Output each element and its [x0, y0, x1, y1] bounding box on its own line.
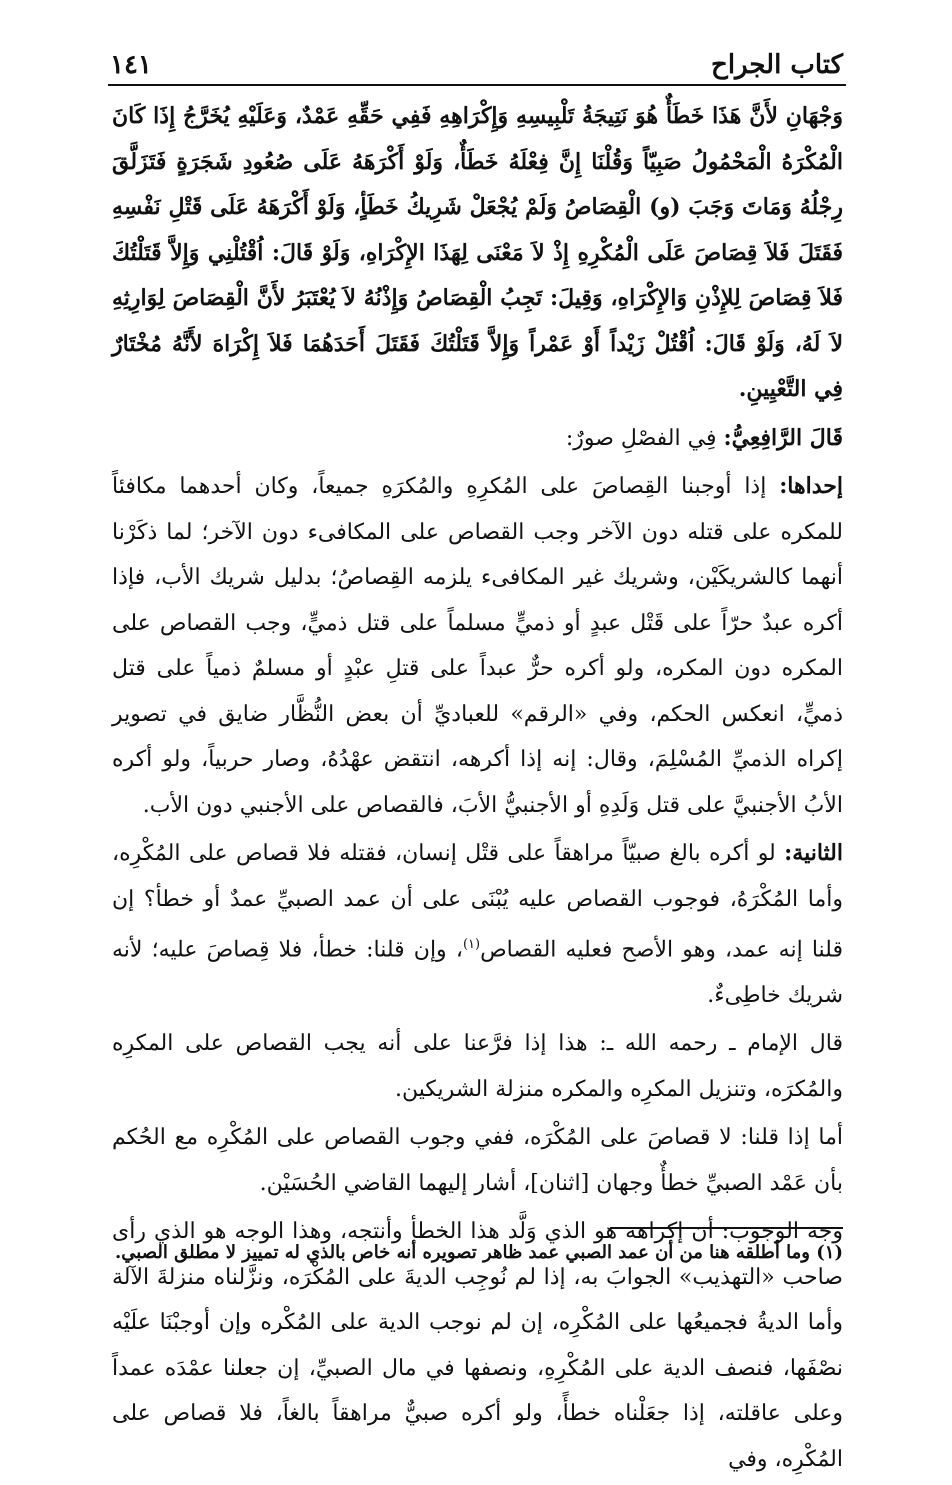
first-case-paragraph	[112, 464, 843, 828]
commentary-intro-text: فِي الفصْلِ صورٌ:	[565, 425, 717, 451]
page-number: ١٤١	[110, 50, 152, 80]
footnote-text: وما أطلقه هنا من أن عمد الصبي عمد ظاهر تصويره أنه خاص بالذي له تمييز لا مطلق الصبي.	[115, 1242, 810, 1263]
no-retaliation-paragraph: أما إذا قلنا: لا قصاصَ على المُكْرَه، ففي وجوب القصاص على المُكْرِه مع الحُكم بأن عَمْد الصبيِّ خطأٌ وجهان [اثنان]، أشار إليهما القاضي الحُسَيْن.	[112, 1125, 843, 1196]
imam-paragraph: قال الإمام ـ رحمه الله ـ: هذا إذا فرَّعنا على أنه يجب القصاص على المكرِه والمُكرَه، وتنزيل المكرِه والمكره منزلة الشريكين.	[112, 1031, 843, 1102]
second-case-text-end: ، وإن قلنا: خطأ، فلا قِصاصَ عليه؛ لأنه شريك خاطِىءٌ.	[112, 937, 843, 1008]
second-case-paragraph	[112, 831, 843, 1018]
footnote-divider	[610, 1227, 843, 1229]
footnote-marker: (١)	[816, 1242, 843, 1263]
footnote-reference[interactable]: (١)	[462, 937, 481, 952]
first-case-label: إحداها:	[779, 473, 843, 499]
main-text	[112, 94, 843, 1485]
second-case-text: لو أكره بالغ صبيّاً مراهقاً على قتْل إنسان، فقتله فلا قصاص على المُكْرِه، وأما المُكْرَهُ، فوجوب القصاص عليه يُبْنَى على أن عمد الصبيِّ عمدٌ أو خطأ؟ إن قلنا إنه عمد، وهو الأصح فعليه القصاص	[112, 841, 843, 963]
commentary-intro	[112, 416, 843, 462]
page-header	[110, 40, 843, 80]
first-case-text: إذا أوجبنا القِصاصَ على المُكرِهِ والمُكرَهِ جميعاً، وكان أحدهما مكافئاً للمكره على قتله دون الآخر وجب القصاص على المكافىء دون الآخر؛ لما ذكَرْنا أنهما كالشريكَيْن، وشريك غير المكافىء يلزمه القِصاصُ؛ بدليل شريك الأب، فإذا أكره عبدٌ حرّاً على قَتْل عبدٍ أو ذميٍّ مسلماً على قتل ذميٍّ، وجب القصاص على المكره دون المكره، ولو أكره حرٌّ عبداً على قتلِ عبْدٍ أو مسلمٌ ذمياً على قتل ذميٍّ، انعكس الحكم، وفي «الرقم» للعباديِّ أن بعض النُّظَّار ضايق في تصوير إكراه الذميِّ المُسْلِمَ، وقال: إنه إذا أكرهه، انتقض عهْدُهُ، وصار حربياً، ولو أكره الأبُ الأجنبيَّ على قتل وَلَدِهِ أو الأجنبيُّ الأبَ، فالقصاص على الأجنبي دون الأب.	[112, 474, 843, 818]
second-case-label: الثانية:	[784, 840, 843, 866]
commentator-heading: قَالَ الرَّافِعِيُّ:	[723, 424, 843, 451]
obligation-paragraph: وجه الوجوب: أن إكراهه هو الذي وَلَّد هذا الخطأ وأنتجه، وهذا الوجه هو الذي رأى صاحب «التهذيب» الجوابَ به، إذا لم نُوجِب الديةَ على المُكْرَه، ونزَّلناه منزلةَ الآلة وأما الديةُ فجميعُها على المُكْرِه، إن لم نوجب الدية على المُكْره وإن أوجبْنَا علَيْه نصْفَها، فنصف الدية على المُكْرِهِ، ونصفها في مال الصبيِّ، إن جعلنا عمْدَه عمداً وعلى عاقلته، إذا جعَلْناه خطأً، ولو أكره صبيٌّ مراهقاً بالغاً، فلا قصاص على المُكْرِه، وفي	[112, 1219, 843, 1472]
footnote	[112, 1238, 843, 1268]
header-divider	[108, 84, 846, 86]
matn-paragraph: وَجْهَانِ لأَنَّ هَذَا خَطَأٌ هُوَ نَتِيجَةُ تَلْبِيسِهِ وَإِكْرَاهِهِ فَفِي حَقِّهِ عَمْدٌ، وَعَلَيْهِ يُخَرَّجُ إِذَا كَانَ الْمُكْرَهُ الْمَحْمُولُ صَبِيّاً وَقُلْنَا إِنَّ فِعْلَهُ خَطَأٌ، وَلَوْ أَكْرَهَهُ عَلَى صُعُودِ شَجَرَةٍ فَتَزَلَّقَ رِجْلُهُ وَمَاتَ وَجَبَ (و) الْقِصَاصُ وَلَمْ يُجْعَلْ شَرِيكُ خَطَأٍ، وَلَوْ أَكْرَهَهُ عَلَى قَتْلِ نَفْسِهِ فَقَتَلَ فَلاَ قِصَاصَ عَلَى الْمُكْرِهِ إِذْ لاَ مَعْنَى لِهَذَا الإِكْرَاهِ، وَلَوْ قَالَ: اُقْتُلْنِي وَإِلاَّ قَتَلْتُكَ فَلاَ قِصَاصَ لِلإِذْنِ وَالإِكْرَاهِ، وَقِيلَ: تَجِبُ الْقِصَاصُ وَإِذْنُهُ لاَ يُعْتَبَرُ لأَنَّ الْقِصَاصَ لِوَارِثِهِ لاَ لَهُ، وَلَوْ قَالَ: اُقْتُلْ زَيْداً أَوْ عَمْراً وَإِلاَّ قَتَلْتُكَ فَقَتَلَ أَحَدَهُمَا فَلاَ إِكْرَاهَ لأَنَّهُ مُخْتَارٌ فِي التَّعْيِينِ.	[112, 103, 843, 402]
running-title: كتاب الجراح	[711, 50, 843, 80]
